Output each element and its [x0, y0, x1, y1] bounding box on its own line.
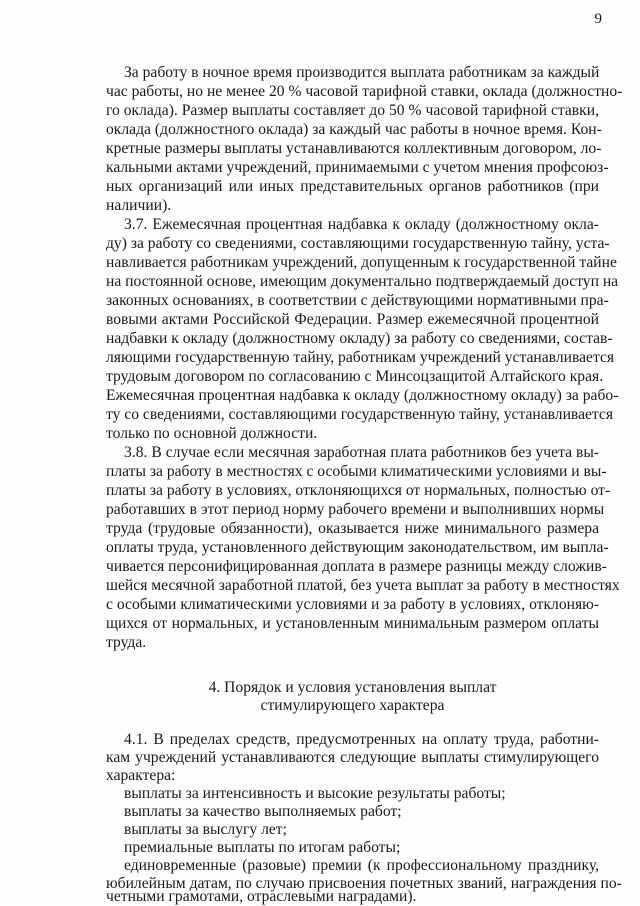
text-line: наличии).	[106, 197, 172, 214]
text-line: навливается работникам учреждений, допущенным к государственной тайне	[106, 254, 617, 271]
text-line: на постоянной основе, имеющим документально подтверждаемый доступ на	[106, 273, 619, 290]
text-line: с особыми климатическими условиями и за работу в условиях, отклоняю-	[106, 596, 599, 613]
text-line: четными грамотами, отраслевыми наградами).	[106, 888, 417, 905]
text-line: 3.8. В случае если месячная заработная плата работников без учета вы-	[124, 444, 599, 461]
text-line: платы за работу в условиях, отклоняющихся от нормальных, полностью от-	[106, 482, 611, 499]
section-heading: стимулирующего характера	[260, 697, 445, 714]
text-line: 4.1. В пределах средств, предусмотренных на оплату труда, работни-	[124, 731, 599, 748]
text-line: кретные размеры выплаты устанавливаются коллективным договором, ло-	[106, 140, 602, 157]
text-line: За работу в ночное время производится выплата работникам за каждый	[124, 64, 600, 81]
list-item: премиальные выплаты по итогам работы;	[124, 839, 401, 856]
list-item: выплаты за выслугу лет;	[124, 821, 287, 838]
text-line: ту со сведениями, составляющими государственную тайну, устанавливается	[106, 406, 614, 423]
text-line: надбавки к окладу (должностному окладу) за работу со сведениями, состав-	[106, 330, 613, 347]
text-line: Ежемесячная процентная надбавка к окладу (должностному окладу) за рабо-	[106, 387, 619, 404]
text-line: щихся от нормальных, и установленным минимальным размером оплаты	[106, 615, 599, 632]
text-line: работавших в этот период норму рабочего времени и выполнивших нормы	[106, 501, 605, 518]
list-item: выплаты за качество выполняемых работ;	[124, 803, 402, 820]
text-line: юбилейным датам, по случаю присвоения почетных званий, награждения по-	[106, 875, 622, 892]
text-line: ляющими государственную тайну, работникам учреждений устанавливается	[106, 349, 615, 366]
text-line: шейся месячной заработной платой, без учета выплат за работу в местностях	[106, 577, 620, 594]
text-line: оплаты труда, установленного действующим законодательством, им выпла-	[106, 539, 609, 556]
text-line: чивается персонифицированная доплата в размере разницы между сложив-	[106, 558, 607, 575]
text-line: вовыми актами Российской Федерации. Размер ежемесячной процентной	[106, 311, 599, 328]
text-line: платы за работу в местностях с особыми климатическими условиями и вы-	[106, 463, 607, 480]
section-heading: 4. Порядок и условия установления выплат	[208, 679, 497, 696]
text-line: ных организаций или иных представительных органов работников (при	[106, 178, 599, 195]
text-line: законных основаниях, в соответствии с действующими нормативными пра-	[106, 292, 609, 309]
list-item: выплаты за интенсивность и высокие результаты работы;	[124, 785, 506, 802]
text-line: 3.7. Ежемесячная процентная надбавка к окладу (должностному окла-	[124, 216, 599, 233]
text-line: характера:	[106, 767, 176, 784]
text-line: кальными актами учреждений, принимаемыми с учетом мнения профсоюз-	[106, 159, 609, 176]
list-item: единовременные (разовые) премии (к профессиональному празднику,	[124, 857, 599, 874]
text-line: оклада (должностного оклада) за каждый час работы в ночное время. Кон-	[106, 121, 602, 138]
text-line: ду) за работу со сведениями, составляющими государственную тайну, уста-	[106, 235, 610, 252]
text-line: го оклада). Размер выплаты составляет до 50 % часовой тарифной ставки,	[106, 102, 599, 119]
text-line: трудовым договором по согласованию с Минсоцзащитой Алтайского края.	[106, 368, 604, 385]
text-line: кам учреждений устанавливаются следующие выплаты стимулирующего	[106, 749, 599, 766]
text-line: труда.	[106, 634, 147, 651]
text-line: труда (трудовые обязанности), оказывается ниже минимального размера	[106, 520, 599, 537]
text-line: только по основной должности.	[106, 425, 318, 442]
page-number: 9	[594, 11, 602, 27]
text-line: час работы, но не менее 20 % часовой тарифной ставки, оклада (должностно-	[106, 83, 623, 100]
